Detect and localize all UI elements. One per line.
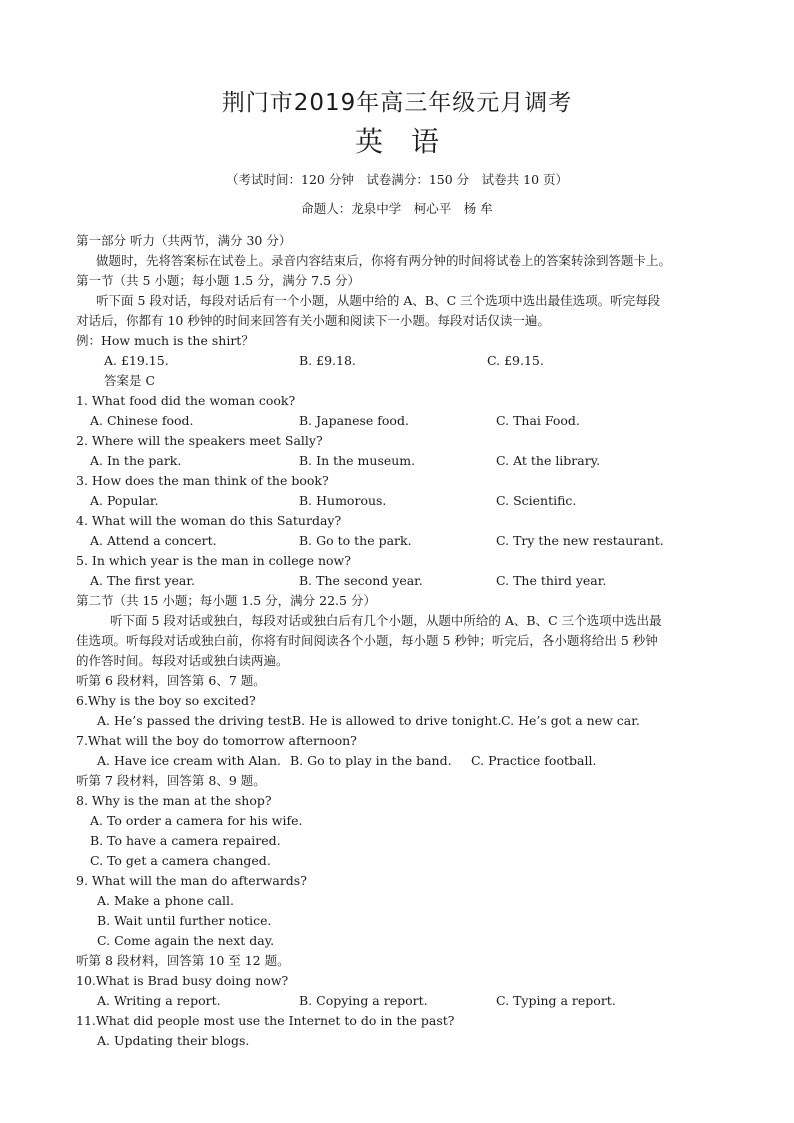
question-7-option-a: A. Have ice cream with Alan.	[97, 753, 282, 768]
question-11: 11.What did people most use the Internet to do in the past?	[76, 1013, 455, 1028]
question-9-option-c: C. Come again the next day.	[97, 933, 275, 948]
question-5-option-b: B. The second year.	[299, 573, 423, 588]
exam-info: （考试时间：120 分钟 试卷满分：150 分 试卷共 10 页）	[225, 172, 569, 187]
example-question: 例：How much is the shirt？	[76, 333, 254, 348]
question-1-option-b: B. Japanese food.	[299, 413, 409, 428]
question-10-option-b: B. Copying a report.	[299, 993, 428, 1008]
question-5: 5. In which year is the man in college now?	[76, 553, 351, 568]
question-8-option-b: B. To have a camera repaired.	[90, 833, 281, 848]
question-6-option-a: A. He’s passed the driving test.	[97, 713, 296, 728]
question-8-option-c: C. To get a camera changed.	[90, 853, 271, 868]
question-3-option-c: C. Scientific.	[496, 493, 577, 508]
question-6: 6.Why is the boy so excited?	[76, 693, 256, 708]
question-2-option-c: C. At the library.	[496, 453, 601, 468]
question-4-option-c: C. Try the new restaurant.	[496, 533, 664, 548]
question-6-option-b: B. He is allowed to drive tonight.	[292, 713, 502, 728]
section2-directions-line1: 听下面 5 段对话或独白，每段对话或独白后有几个小题，从题中所给的 A、B、C 三个选项中选出最	[110, 613, 662, 628]
question-1-option-c: C. Thai Food.	[496, 413, 580, 428]
question-2: 2. Where will the speakers meet Sally?	[76, 433, 323, 448]
question-4-option-b: B. Go to the park.	[299, 533, 412, 548]
subject-title: 英 语	[354, 125, 439, 158]
question-10: 10.What is Brad busy doing now?	[76, 973, 289, 988]
question-7-option-b: B. Go to play in the band.	[290, 753, 452, 768]
question-9-option-a: A. Make a phone call.	[97, 893, 235, 908]
material-8-heading: 听第 8 段材料，回答第 10 至 12 题。	[76, 953, 290, 968]
section1-directions-line1: 听下面 5 段对话，每段对话后有一个小题，从题中给的 A、B、C 三个选项中选出最佳选项。听完每段	[96, 293, 661, 308]
question-10-option-c: C. Typing a report.	[496, 993, 616, 1008]
section1-heading: 第一节（共 5 小题；每小题 1.5 分，满分 7.5 分）	[76, 273, 361, 288]
question-9: 9. What will the man do afterwards?	[76, 873, 307, 888]
example-option-b: B. £9.18.	[299, 353, 356, 368]
question-10-option-a: A. Writing a report.	[97, 993, 221, 1008]
material-6-heading: 听第 6 段材料，回答第 6、7 题。	[76, 673, 266, 688]
section1-directions-line2: 对话后，你都有 10 秒钟的时间来回答有关小题和阅读下一小题。每段对话仅读一遍。	[76, 313, 550, 328]
material-7-heading: 听第 7 段材料，回答第 8、9 题。	[76, 773, 266, 788]
question-6-option-c: C. He’s got a new car.	[501, 713, 640, 728]
question-3-option-b: B. Humorous.	[299, 493, 387, 508]
part1-intro: 做题时，先将答案标在试卷上。录音内容结束后，你将有两分钟的时间将试卷上的答案转涂到答题卡上。	[96, 253, 672, 268]
question-2-option-b: B. In the museum.	[299, 453, 416, 468]
question-4: 4. What will the woman do this Saturday?	[76, 513, 342, 528]
part1-heading: 第一部分 听力（共两节，满分 30 分）	[76, 233, 292, 248]
question-8: 8. Why is the man at the shop?	[76, 793, 272, 808]
question-2-option-a: A. In the park.	[90, 453, 182, 468]
example-answer: 答案是 C	[104, 373, 156, 388]
question-4-option-a: A. Attend a concert.	[90, 533, 217, 548]
question-1-option-a: A. Chinese food.	[90, 413, 194, 428]
exam-authors: 命题人：龙泉中学 柯心平 杨 牟	[301, 201, 493, 216]
question-5-option-a: A. The first year.	[90, 573, 195, 588]
example-option-a: A. £19.15.	[104, 353, 169, 368]
question-8-option-a: A. To order a camera for his wife.	[90, 813, 303, 828]
question-11-option-a: A. Updating their blogs.	[97, 1033, 250, 1048]
question-3: 3. How does the man think of the book?	[76, 473, 329, 488]
question-7-option-c: C. Practice football.	[471, 753, 597, 768]
section2-directions-line3: 的作答时间。每段对话或独白读两遍。	[76, 653, 289, 668]
section2-heading: 第二节（共 15 小题；每小题 1.5 分，满分 22.5 分）	[76, 593, 376, 608]
question-3-option-a: A. Popular.	[90, 493, 159, 508]
question-1: 1. What food did the woman cook?	[76, 393, 296, 408]
question-7: 7.What will the boy do tomorrow afternoon?	[76, 733, 357, 748]
question-9-option-b: B. Wait until further notice.	[97, 913, 272, 928]
question-5-option-c: C. The third year.	[496, 573, 607, 588]
exam-title: 荆门市2019年高三年级元月调考	[221, 90, 573, 116]
example-option-c: C. £9.15.	[487, 353, 544, 368]
section2-directions-line2: 佳选项。听每段对话或独白前，你将有时间阅读各个小题，每小题 5 秒钟；听完后，各小题将给出 5 秒钟	[76, 633, 658, 648]
